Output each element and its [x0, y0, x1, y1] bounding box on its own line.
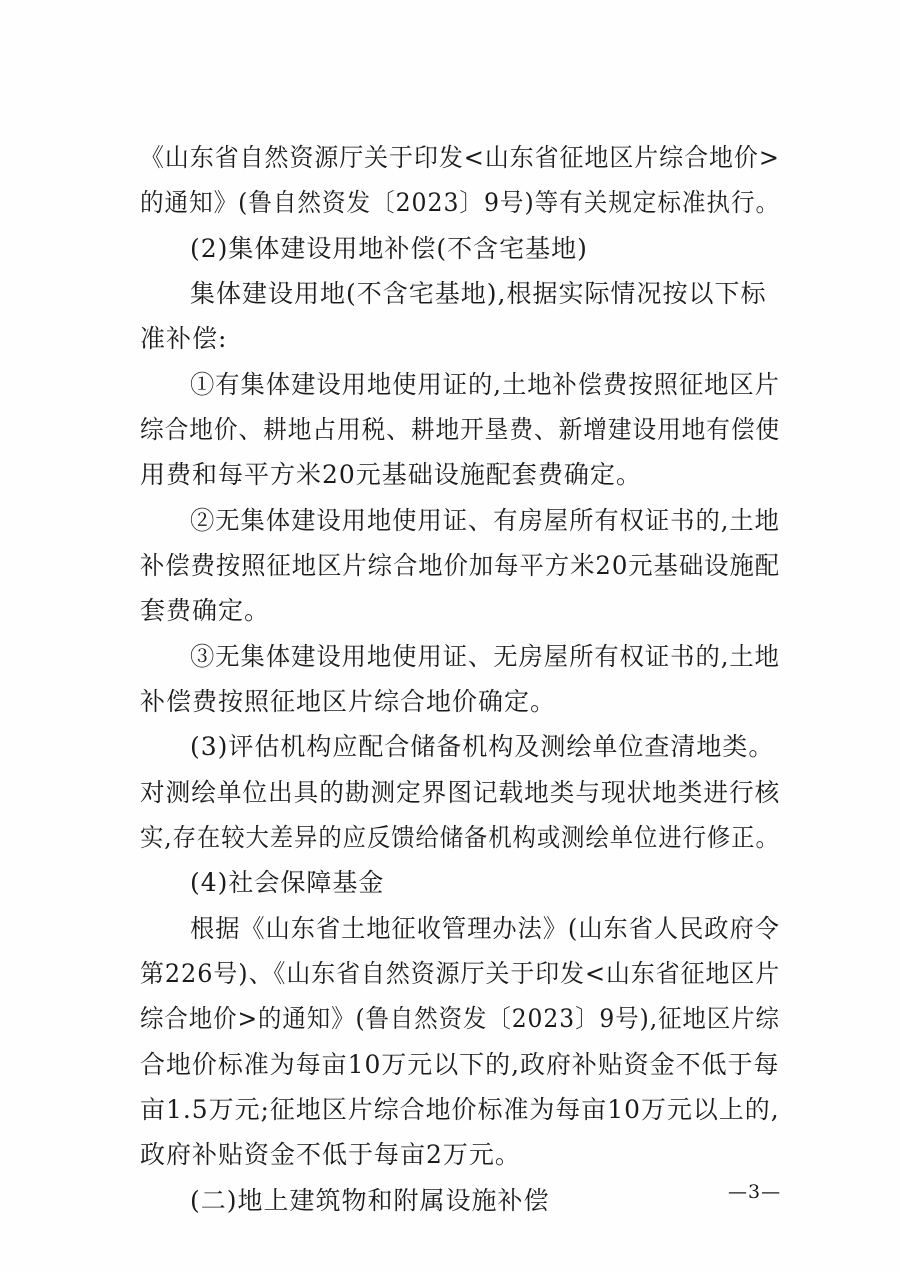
text-line: ③无集体建设用地使用证、无房屋所有权证书的,土地 — [190, 642, 780, 671]
text-line: 《山东省自然资源厅关于印发<山东省征地区片综合地价> — [140, 143, 780, 172]
text-line: 实,存在较大差异的应反馈给储备机构或测绘单位进行修正。 — [140, 823, 780, 852]
text-line: 对测绘单位出具的勘测定界图记载地类与现状地类进行核 — [140, 778, 781, 807]
section-heading: (4)社会保障基金 — [190, 868, 385, 897]
text-line: 政府补贴资金不低于每亩2万元。 — [140, 1140, 521, 1169]
text-line: 准补偿: — [140, 324, 228, 353]
text-line: 第226号)、《山东省自然资源厅关于印发<山东省征地区片 — [140, 959, 781, 988]
text-line: ②无集体建设用地使用证、有房屋所有权证书的,土地 — [190, 506, 780, 535]
text-line: 补偿费按照征地区片综合地价确定。 — [140, 687, 557, 716]
text-line: 根据《山东省土地征收管理办法》(山东省人民政府令 — [190, 914, 780, 943]
text-line: 套费确定。 — [140, 596, 271, 625]
text-line: 合地价标准为每亩10万元以下的,政府补贴资金不低于每 — [140, 1050, 780, 1079]
section-heading: (2)集体建设用地补偿(不含宅基地) — [190, 234, 588, 263]
text-line: ①有集体建设用地使用证的,土地补偿费按照征地区片 — [190, 370, 780, 399]
text-line: 综合地价、耕地占用税、耕地开垦费、新增建设用地有偿使 — [140, 415, 781, 444]
text-line: 综合地价>的通知》(鲁自然资发〔2023〕9号),征地区片综 — [140, 1004, 780, 1033]
text-line: 亩1.5万元;征地区片综合地价标准为每亩10万元以上的, — [140, 1095, 780, 1124]
text-line: 用费和每平方米20元基础设施配套费确定。 — [140, 460, 642, 489]
section-heading: (3)评估机构应配合储备机构及测绘单位查清地类。 — [190, 732, 775, 761]
text-line: 集体建设用地(不含宅基地),根据实际情况按以下标 — [190, 279, 767, 308]
page-number: —3— — [728, 1181, 782, 1203]
section-heading: (二)地上建筑物和附属设施补偿 — [190, 1186, 550, 1215]
text-line: 补偿费按照征地区片综合地价加每平方米20元基础设施配 — [140, 551, 781, 580]
text-line: 的通知》(鲁自然资发〔2023〕9号)等有关规定标准执行。 — [140, 188, 781, 217]
